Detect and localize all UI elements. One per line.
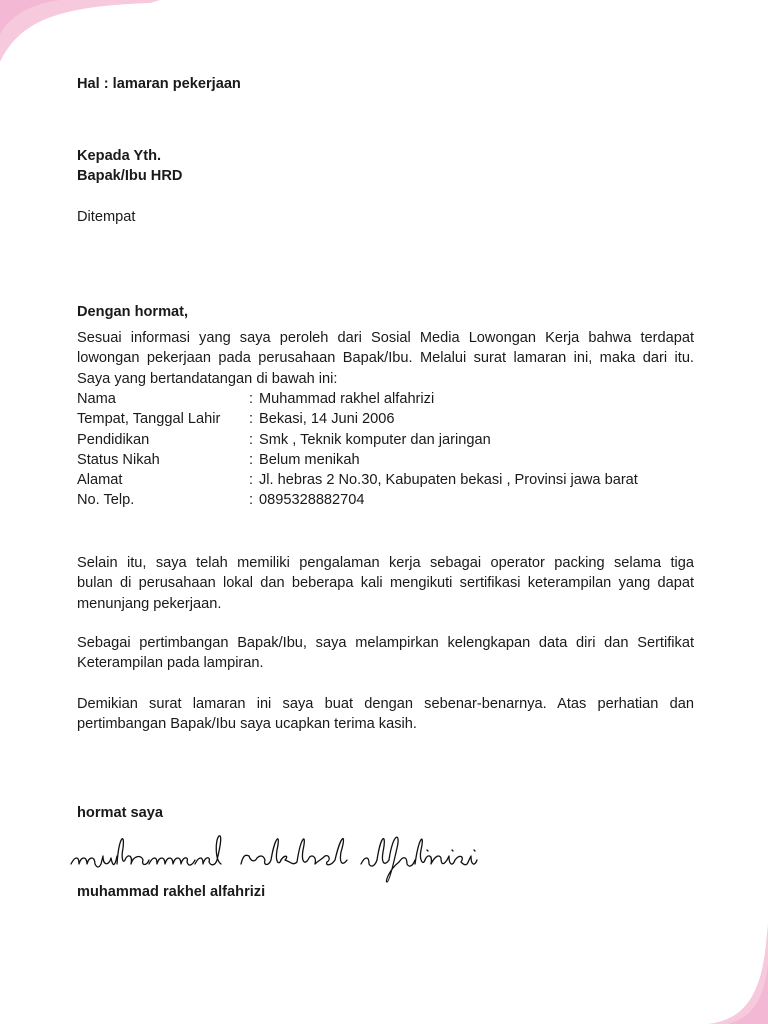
pink-corner-decoration-top-left xyxy=(0,0,160,70)
info-label: Status Nikah xyxy=(77,451,160,468)
info-value-text: Bekasi, 14 Juni 2006 xyxy=(259,411,395,428)
info-row-education xyxy=(77,430,694,450)
intro-line-1: Sesuai informasi yang saya peroleh dari Sosial Media Lowongan Kerja bahwa terdapat xyxy=(77,330,694,346)
recipient-block xyxy=(77,146,182,187)
intro-line-2: lowongan pekerjaan pada perusahaan Bapak/Ibu. Melalui surat lamaran ini, maka dari itu. xyxy=(77,350,694,367)
intro-paragraph xyxy=(77,328,694,389)
closing-phrase: hormat saya xyxy=(77,805,163,821)
applicant-info-table xyxy=(77,389,694,511)
experience-line-1: Selain itu, saya telah memiliki pengalaman kerja sebagai operator packing selama tiga xyxy=(77,555,694,571)
closing-line-1: Demikian surat lamaran ini saya buat dengan sebenar-benarnya. Atas perhatian dan xyxy=(77,696,694,712)
info-label: Nama xyxy=(77,391,116,407)
info-row-marital-status xyxy=(77,450,694,470)
info-row-address xyxy=(77,470,694,490)
experience-paragraph xyxy=(77,553,694,614)
info-label: Alamat xyxy=(77,472,123,489)
info-separator: : xyxy=(249,391,254,407)
info-row-phone xyxy=(77,490,694,510)
info-value xyxy=(249,490,694,510)
salutation: Dengan hormat, xyxy=(77,304,189,320)
recipient-line-1: Kepada Yth. xyxy=(77,148,162,164)
info-row-birth xyxy=(77,409,694,429)
recipient-line-2: Bapak/Ibu HRD xyxy=(77,168,183,185)
info-separator: : xyxy=(249,472,254,489)
info-separator: : xyxy=(249,451,254,468)
info-value xyxy=(249,470,694,490)
attachment-line-2: Keterampilan pada lampiran. xyxy=(77,655,264,672)
experience-line-3: menunjang pekerjaan. xyxy=(77,595,222,612)
attachment-line-1: Sebagai pertimbangan Bapak/Ibu, saya melampirkan kelengkapan data diri dan Sertifikat xyxy=(77,635,694,651)
info-value-text: Belum menikah xyxy=(259,451,360,468)
info-label: No. Telp. xyxy=(77,492,135,509)
intro-line-3: Saya yang bertandatangan di bawah ini: xyxy=(77,370,338,387)
info-label: Tempat, Tanggal Lahir xyxy=(77,411,221,428)
info-separator: : xyxy=(249,431,254,448)
info-value-text: Muhammad rakhel alfahrizi xyxy=(259,391,435,407)
info-separator: : xyxy=(249,492,254,509)
info-value xyxy=(249,389,694,409)
info-value xyxy=(249,430,694,450)
letter-subject: Hal : lamaran pekerjaan xyxy=(77,76,241,92)
experience-line-2: bulan di perusahaan lokal dan beberapa kali mengikuti sertifikasi keterampilan yang dapat xyxy=(77,575,694,592)
info-value-text: Smk , Teknik komputer dan jaringan xyxy=(259,431,491,448)
info-value xyxy=(249,450,694,470)
info-row-name xyxy=(77,389,694,409)
pink-corner-decoration-bottom-right xyxy=(708,924,768,1024)
info-separator: : xyxy=(249,411,254,428)
info-value-text: 0895328882704 xyxy=(259,492,365,509)
signer-name: muhammad rakhel alfahrizi xyxy=(77,884,266,900)
recipient-place: Ditempat xyxy=(77,209,136,225)
handwritten-signature xyxy=(69,826,479,886)
closing-paragraph xyxy=(77,694,694,735)
attachment-paragraph xyxy=(77,633,694,674)
info-value xyxy=(249,409,694,429)
closing-line-2: pertimbangan Bapak/Ibu saya ucapkan terima kasih. xyxy=(77,716,417,733)
info-label: Pendidikan xyxy=(77,431,150,448)
info-value-text: Jl. hebras 2 No.30, Kabupaten bekasi , Provinsi jawa barat xyxy=(259,472,638,489)
